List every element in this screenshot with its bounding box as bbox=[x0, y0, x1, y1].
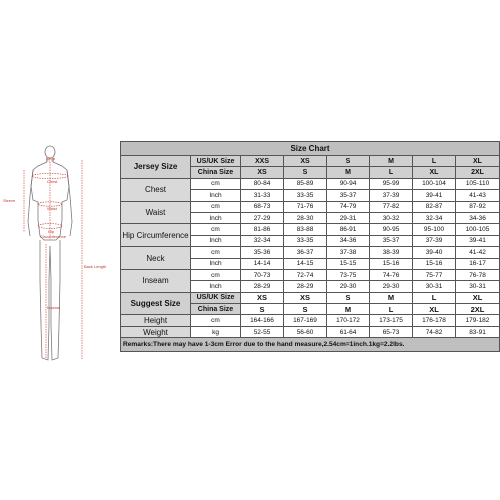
height-label: Height bbox=[121, 315, 191, 326]
jersey-us-size-cell: XL bbox=[456, 156, 500, 167]
unit-cell: cm bbox=[191, 224, 241, 235]
suggest-china-size-cell: S bbox=[241, 304, 284, 315]
value-cell: 16-17 bbox=[456, 258, 500, 269]
value-cell: 39-41 bbox=[413, 190, 456, 201]
value-cell: 173-175 bbox=[370, 315, 413, 326]
height-row bbox=[121, 315, 500, 326]
jersey-china-size-cell: M bbox=[327, 167, 370, 178]
suggest-china-size-cell: M bbox=[327, 304, 370, 315]
value-cell: 68-73 bbox=[241, 201, 284, 212]
suggest-us-size-cell: M bbox=[370, 292, 413, 303]
value-cell: 29-31 bbox=[327, 212, 370, 223]
measurement-name: Hip Circumference bbox=[121, 224, 191, 247]
suggest-us-size-cell: L bbox=[413, 292, 456, 303]
jersey-us-size-cell: S bbox=[327, 156, 370, 167]
chest-label: Chest bbox=[47, 179, 58, 184]
suggest-china-size-cell: L bbox=[370, 304, 413, 315]
sleeve-label: Sleeve bbox=[3, 198, 16, 203]
unit-cell: cm bbox=[191, 178, 241, 189]
value-cell: 37-39 bbox=[413, 235, 456, 246]
waist-label: Waist bbox=[47, 206, 57, 211]
size-chart-body bbox=[121, 142, 500, 352]
suggest-us-size-cell: XS bbox=[241, 292, 284, 303]
jersey-us-size-cell: M bbox=[370, 156, 413, 167]
value-cell: 32-34 bbox=[241, 235, 284, 246]
value-cell: 31-33 bbox=[241, 190, 284, 201]
unit-cell: Inch bbox=[191, 258, 241, 269]
value-cell: 85-89 bbox=[284, 178, 327, 189]
china-size-label: China Size bbox=[191, 304, 241, 315]
value-cell: 86-91 bbox=[327, 224, 370, 235]
value-cell: 52-55 bbox=[241, 326, 284, 337]
measurement-row bbox=[121, 201, 500, 212]
value-cell: 41-43 bbox=[456, 190, 500, 201]
title-row bbox=[121, 142, 500, 156]
value-cell: 105-110 bbox=[456, 178, 500, 189]
value-cell: 38-39 bbox=[370, 247, 413, 258]
measurement-name: Chest bbox=[121, 178, 191, 201]
unit-cell: cm bbox=[191, 247, 241, 258]
value-cell: 164-166 bbox=[241, 315, 284, 326]
value-cell: 83-91 bbox=[456, 326, 500, 337]
value-cell: 179-182 bbox=[456, 315, 500, 326]
value-cell: 90-94 bbox=[327, 178, 370, 189]
suggest-size-label: Suggest Size bbox=[121, 292, 191, 315]
value-cell: 37-39 bbox=[370, 190, 413, 201]
value-cell: 167-169 bbox=[284, 315, 327, 326]
value-cell: 30-31 bbox=[413, 281, 456, 292]
neck-label: Neck bbox=[46, 156, 56, 161]
unit-cell: Inch bbox=[191, 281, 241, 292]
value-cell: 77-82 bbox=[370, 201, 413, 212]
value-cell: 82-87 bbox=[413, 201, 456, 212]
jersey-size-label: Jersey Size bbox=[121, 156, 191, 179]
jersey-china-size-cell: XS bbox=[241, 167, 284, 178]
chart-title: Size Chart bbox=[121, 142, 500, 156]
value-cell: 61-64 bbox=[327, 326, 370, 337]
us-uk-size-label: US/UK Size bbox=[191, 156, 241, 167]
value-cell: 73-75 bbox=[327, 269, 370, 280]
value-cell: 95-100 bbox=[413, 224, 456, 235]
value-cell: 35-37 bbox=[327, 190, 370, 201]
jersey-us-size-cell: L bbox=[413, 156, 456, 167]
measurement-row bbox=[121, 224, 500, 235]
value-cell: 71-76 bbox=[284, 201, 327, 212]
value-cell: 28-29 bbox=[284, 281, 327, 292]
value-cell: 80-84 bbox=[241, 178, 284, 189]
value-cell: 28-30 bbox=[284, 212, 327, 223]
value-cell: 35-36 bbox=[241, 247, 284, 258]
value-cell: 176-178 bbox=[413, 315, 456, 326]
value-cell: 33-35 bbox=[284, 190, 327, 201]
value-cell: 81-86 bbox=[241, 224, 284, 235]
value-cell: 15-16 bbox=[370, 258, 413, 269]
body-measurement-figure bbox=[0, 140, 118, 365]
measurement-row bbox=[121, 178, 500, 189]
value-cell: 30-31 bbox=[456, 281, 500, 292]
china-size-label: China Size bbox=[191, 167, 241, 178]
value-cell: 14-14 bbox=[241, 258, 284, 269]
value-cell: 35-37 bbox=[370, 235, 413, 246]
value-cell: 100-105 bbox=[456, 224, 500, 235]
measurement-name: Neck bbox=[121, 247, 191, 270]
remarks-row bbox=[121, 338, 500, 352]
value-cell: 32-34 bbox=[413, 212, 456, 223]
jersey-china-size-cell: L bbox=[370, 167, 413, 178]
value-cell: 14-15 bbox=[284, 258, 327, 269]
unit-cell: cm bbox=[191, 315, 241, 326]
value-cell: 36-37 bbox=[284, 247, 327, 258]
value-cell: 29-30 bbox=[327, 281, 370, 292]
suggest-china-size-cell: 2XL bbox=[456, 304, 500, 315]
unit-cell: kg bbox=[191, 326, 241, 337]
value-cell: 75-77 bbox=[413, 269, 456, 280]
value-cell: 56-60 bbox=[284, 326, 327, 337]
value-cell: 74-79 bbox=[327, 201, 370, 212]
unit-cell: cm bbox=[191, 269, 241, 280]
value-cell: 74-76 bbox=[370, 269, 413, 280]
suggest-size-row-us bbox=[121, 292, 500, 303]
value-cell: 27-29 bbox=[241, 212, 284, 223]
inseam-label: Inseam bbox=[47, 305, 61, 310]
unit-cell: Inch bbox=[191, 235, 241, 246]
unit-cell: Inch bbox=[191, 212, 241, 223]
value-cell: 72-74 bbox=[284, 269, 327, 280]
value-cell: 15-15 bbox=[327, 258, 370, 269]
value-cell: 170-172 bbox=[327, 315, 370, 326]
back-length-label: Back Length bbox=[84, 264, 107, 269]
value-cell: 33-35 bbox=[284, 235, 327, 246]
value-cell: 34-36 bbox=[327, 235, 370, 246]
size-chart-table bbox=[120, 141, 500, 352]
unit-cell: Inch bbox=[191, 190, 241, 201]
suggest-us-size-cell: XL bbox=[456, 292, 500, 303]
body-silhouette-illustration bbox=[0, 140, 118, 365]
value-cell: 76-78 bbox=[456, 269, 500, 280]
measurement-row bbox=[121, 247, 500, 258]
value-cell: 100-104 bbox=[413, 178, 456, 189]
value-cell: 87-92 bbox=[456, 201, 500, 212]
measurement-row bbox=[121, 269, 500, 280]
suggest-us-size-cell: XS bbox=[284, 292, 327, 303]
value-cell: 34-36 bbox=[456, 212, 500, 223]
value-cell: 74-82 bbox=[413, 326, 456, 337]
hip-label: Hip bbox=[48, 229, 55, 234]
jersey-us-size-cell: XS bbox=[284, 156, 327, 167]
value-cell: 29-30 bbox=[370, 281, 413, 292]
us-uk-size-label: US/UK Size bbox=[191, 292, 241, 303]
jersey-us-size-cell: XXS bbox=[241, 156, 284, 167]
value-cell: 30-32 bbox=[370, 212, 413, 223]
jersey-china-size-cell: S bbox=[284, 167, 327, 178]
value-cell: 70-73 bbox=[241, 269, 284, 280]
value-cell: 95-99 bbox=[370, 178, 413, 189]
weight-label: Weight bbox=[121, 326, 191, 337]
hip-circumference-label: Circumference bbox=[40, 234, 67, 239]
suggest-china-size-cell: S bbox=[284, 304, 327, 315]
jersey-china-size-cell: 2XL bbox=[456, 167, 500, 178]
measurement-name: Waist bbox=[121, 201, 191, 224]
value-cell: 83-88 bbox=[284, 224, 327, 235]
value-cell: 65-73 bbox=[370, 326, 413, 337]
value-cell: 39-40 bbox=[413, 247, 456, 258]
weight-row bbox=[121, 326, 500, 337]
value-cell: 28-29 bbox=[241, 281, 284, 292]
value-cell: 37-38 bbox=[327, 247, 370, 258]
suggest-us-size-cell: S bbox=[327, 292, 370, 303]
jersey-size-row-us bbox=[121, 156, 500, 167]
suggest-china-size-cell: XL bbox=[413, 304, 456, 315]
remarks-text: Remarks:There may have 1-3cm Error due to the hand measure,2.54cm=1inch.1kg=2.2lbs. bbox=[121, 338, 500, 352]
value-cell: 39-41 bbox=[456, 235, 500, 246]
value-cell: 15-16 bbox=[413, 258, 456, 269]
jersey-china-size-cell: XL bbox=[413, 167, 456, 178]
measurement-name: Inseam bbox=[121, 269, 191, 292]
value-cell: 90-95 bbox=[370, 224, 413, 235]
unit-cell: cm bbox=[191, 201, 241, 212]
value-cell: 41-42 bbox=[456, 247, 500, 258]
